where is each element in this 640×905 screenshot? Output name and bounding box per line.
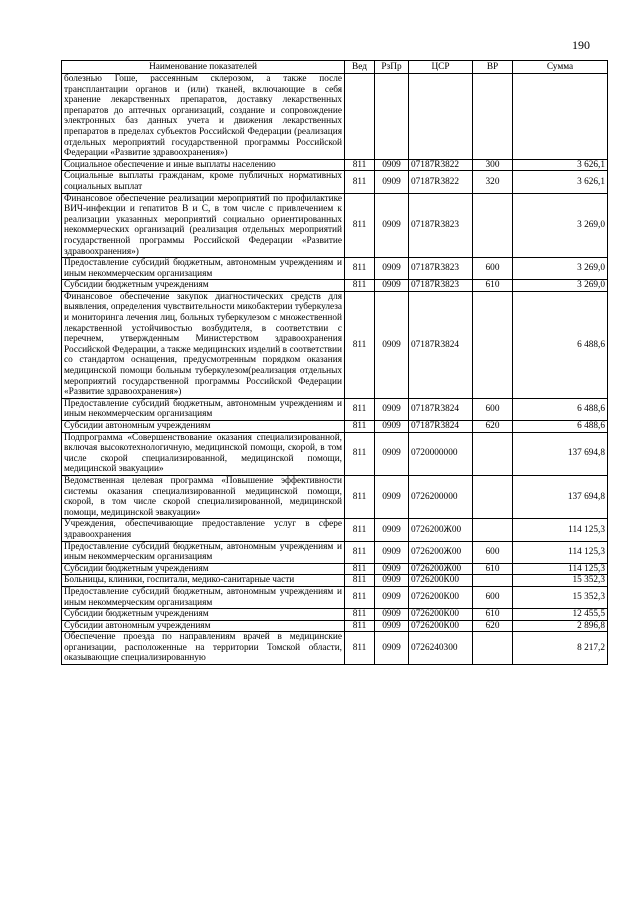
row-vr: 610 bbox=[473, 280, 513, 292]
row-sum: 3 269,0 bbox=[513, 258, 608, 280]
budget-table bbox=[61, 60, 608, 665]
row-sum: 12 455,5 bbox=[513, 609, 608, 621]
table-row bbox=[62, 632, 608, 665]
row-rzpr bbox=[375, 74, 409, 160]
row-name: Подпрограмма «Совершенствование оказания специализированной, включая высокотехнологичную, медицинской помощи, скорой, в том числе скорой специализированной, медицинской помощи, медицинской эвакуации» bbox=[62, 432, 345, 475]
row-name: Субсидии автономным учреждениям bbox=[62, 620, 345, 632]
row-rzpr: 0909 bbox=[375, 280, 409, 292]
table-row bbox=[62, 519, 608, 541]
row-vr: 300 bbox=[473, 159, 513, 171]
row-sum: 137 694,8 bbox=[513, 432, 608, 475]
row-ved: 811 bbox=[345, 398, 375, 420]
row-sum: 3 626,1 bbox=[513, 171, 608, 193]
row-rzpr: 0909 bbox=[375, 586, 409, 608]
row-vr bbox=[473, 74, 513, 160]
row-name: Предоставление субсидий бюджетным, автономным учреждениям и иным некоммерческим организациям bbox=[62, 258, 345, 280]
row-vr: 320 bbox=[473, 171, 513, 193]
row-ved: 811 bbox=[345, 291, 375, 398]
table-row bbox=[62, 280, 608, 292]
row-rzpr: 0909 bbox=[375, 171, 409, 193]
row-name: Предоставление субсидий бюджетным, автономным учреждениям и иным некоммерческим организациям bbox=[62, 398, 345, 420]
row-csr: 07187R3823 bbox=[409, 280, 473, 292]
row-name: Финансовое обеспечение закупок диагностических средств для выявления, определения чувствительности микобактерии туберкулеза и мониторинга лечения лиц, больных туберкулезом с множественной лекарственной устойчивостью возбудителя, в соответствии с перечнем, утвержденным Министерством здравоохранения Российской Федерации, а также медицинских изделий в соответствии со стандартом оснащения, предусмотренным порядком оказания медицинской помощи больным туберкулезом(реализация отдельных мероприятий государственной программы Российской Федерации «Развитие здравоохранения») bbox=[62, 291, 345, 398]
row-csr: 07187R3823 bbox=[409, 193, 473, 258]
row-sum: 3 269,0 bbox=[513, 193, 608, 258]
row-name: Предоставление субсидий бюджетным, автономным учреждениям и иным некоммерческим организациям bbox=[62, 586, 345, 608]
table-row bbox=[62, 193, 608, 258]
row-rzpr: 0909 bbox=[375, 159, 409, 171]
row-ved: 811 bbox=[345, 159, 375, 171]
row-sum: 114 125,3 bbox=[513, 519, 608, 541]
row-ved: 811 bbox=[345, 609, 375, 621]
row-csr: 0726200Ж00 bbox=[409, 563, 473, 575]
row-sum: 3 269,0 bbox=[513, 280, 608, 292]
row-rzpr: 0909 bbox=[375, 620, 409, 632]
row-name: Обеспечение проезда по направлениям врачей в медицинские организации, расположенные на территории Томской области, оказывающие специализированную bbox=[62, 632, 345, 665]
row-name: Социальные выплаты гражданам, кроме публичных нормативных социальных выплат bbox=[62, 171, 345, 193]
row-vr bbox=[473, 519, 513, 541]
row-ved: 811 bbox=[345, 632, 375, 665]
row-rzpr: 0909 bbox=[375, 398, 409, 420]
row-rzpr: 0909 bbox=[375, 563, 409, 575]
table-row bbox=[62, 421, 608, 433]
row-csr: 0726200Ж00 bbox=[409, 519, 473, 541]
table-row bbox=[62, 620, 608, 632]
row-rzpr: 0909 bbox=[375, 541, 409, 563]
header-csr: ЦСР bbox=[409, 61, 473, 74]
row-csr: 07187R3824 bbox=[409, 398, 473, 420]
row-name: Субсидии бюджетным учреждениям bbox=[62, 280, 345, 292]
row-ved: 811 bbox=[345, 475, 375, 518]
table-row bbox=[62, 258, 608, 280]
table-row bbox=[62, 171, 608, 193]
row-vr: 610 bbox=[473, 609, 513, 621]
row-vr: 610 bbox=[473, 563, 513, 575]
row-ved: 811 bbox=[345, 280, 375, 292]
row-ved bbox=[345, 74, 375, 160]
row-name: болезнью Гоше, рассеянным склерозом, а также после трансплантации органов и (или) тканей, включающие в себя хранение лекарственных препаратов, доставку лекарственных препаратов до аптечных организаций, создание и сопровождение электронных баз данных учета и движения лекарственных препаратов в пределах субъектов Российской Федерации (реализация отдельных мероприятий государственной программы Российской Федерации «Развитие здравоохранения») bbox=[62, 74, 345, 160]
row-sum: 6 488,6 bbox=[513, 398, 608, 420]
row-ved: 811 bbox=[345, 193, 375, 258]
row-vr bbox=[473, 575, 513, 587]
row-csr: 0726200Ж00 bbox=[409, 541, 473, 563]
row-rzpr: 0909 bbox=[375, 609, 409, 621]
row-ved: 811 bbox=[345, 541, 375, 563]
table-row bbox=[62, 575, 608, 587]
row-csr: 0726200К00 bbox=[409, 586, 473, 608]
table-row bbox=[62, 541, 608, 563]
row-sum: 8 217,2 bbox=[513, 632, 608, 665]
row-rzpr: 0909 bbox=[375, 258, 409, 280]
table-row bbox=[62, 74, 608, 160]
row-sum: 114 125,3 bbox=[513, 563, 608, 575]
row-csr: 07187R3824 bbox=[409, 291, 473, 398]
table-header-row bbox=[62, 61, 608, 74]
table-row bbox=[62, 475, 608, 518]
row-name: Финансовое обеспечение реализации мероприятий по профилактике ВИЧ-инфекции и гепатитов В и С, в том числе с привлечением к реализации указанных мероприятий социально ориентированных некоммерческих организаций (реализация отдельных мероприятий государственной программы Российской Федерации «Развитие здравоохранения») bbox=[62, 193, 345, 258]
row-csr: 0720000000 bbox=[409, 432, 473, 475]
row-rzpr: 0909 bbox=[375, 519, 409, 541]
row-rzpr: 0909 bbox=[375, 432, 409, 475]
row-vr bbox=[473, 475, 513, 518]
row-rzpr: 0909 bbox=[375, 575, 409, 587]
row-vr: 620 bbox=[473, 620, 513, 632]
row-ved: 811 bbox=[345, 586, 375, 608]
row-csr: 0726200К00 bbox=[409, 575, 473, 587]
row-sum: 6 488,6 bbox=[513, 291, 608, 398]
row-sum bbox=[513, 74, 608, 160]
row-vr: 600 bbox=[473, 586, 513, 608]
row-rzpr: 0909 bbox=[375, 475, 409, 518]
row-vr: 600 bbox=[473, 398, 513, 420]
row-ved: 811 bbox=[345, 519, 375, 541]
row-ved: 811 bbox=[345, 620, 375, 632]
row-ved: 811 bbox=[345, 563, 375, 575]
row-vr: 600 bbox=[473, 541, 513, 563]
row-csr: 0726240300 bbox=[409, 632, 473, 665]
row-csr: 0726200К00 bbox=[409, 609, 473, 621]
header-sum: Сумма bbox=[513, 61, 608, 74]
row-sum: 15 352,3 bbox=[513, 586, 608, 608]
row-csr: 07187R3822 bbox=[409, 171, 473, 193]
table-row bbox=[62, 432, 608, 475]
table-row bbox=[62, 159, 608, 171]
row-name: Субсидии бюджетным учреждениям bbox=[62, 609, 345, 621]
row-sum: 114 125,3 bbox=[513, 541, 608, 563]
row-rzpr: 0909 bbox=[375, 421, 409, 433]
row-sum: 137 694,8 bbox=[513, 475, 608, 518]
row-ved: 811 bbox=[345, 171, 375, 193]
row-name: Социальное обеспечение и иные выплаты населению bbox=[62, 159, 345, 171]
table-row bbox=[62, 609, 608, 621]
page-number: 190 bbox=[572, 38, 590, 52]
row-ved: 811 bbox=[345, 575, 375, 587]
table-row bbox=[62, 291, 608, 398]
header-name: Наименование показателей bbox=[62, 61, 345, 74]
row-name: Субсидии автономным учреждениям bbox=[62, 421, 345, 433]
table-row bbox=[62, 398, 608, 420]
row-ved: 811 bbox=[345, 421, 375, 433]
row-name: Ведомственная целевая программа «Повышение эффективности системы оказания специализированной медицинской помощи, скорой, в том числе скорой специализированной, медицинской помощи, медицинской эвакуации» bbox=[62, 475, 345, 518]
row-name: Субсидии бюджетным учреждениям bbox=[62, 563, 345, 575]
row-vr: 600 bbox=[473, 258, 513, 280]
table-row bbox=[62, 563, 608, 575]
row-vr bbox=[473, 632, 513, 665]
row-csr: 0726200000 bbox=[409, 475, 473, 518]
row-vr bbox=[473, 193, 513, 258]
row-csr: 07187R3823 bbox=[409, 258, 473, 280]
row-ved: 811 bbox=[345, 258, 375, 280]
row-sum: 6 488,6 bbox=[513, 421, 608, 433]
row-csr bbox=[409, 74, 473, 160]
row-vr bbox=[473, 291, 513, 398]
row-sum: 15 352,3 bbox=[513, 575, 608, 587]
row-rzpr: 0909 bbox=[375, 632, 409, 665]
row-csr: 07187R3824 bbox=[409, 421, 473, 433]
row-sum: 3 626,1 bbox=[513, 159, 608, 171]
table-row bbox=[62, 586, 608, 608]
row-rzpr: 0909 bbox=[375, 291, 409, 398]
row-csr: 0726200К00 bbox=[409, 620, 473, 632]
header-ved: Вед bbox=[345, 61, 375, 74]
row-ved: 811 bbox=[345, 432, 375, 475]
row-csr: 07187R3822 bbox=[409, 159, 473, 171]
row-rzpr: 0909 bbox=[375, 193, 409, 258]
header-vr: ВР bbox=[473, 61, 513, 74]
row-name: Учреждения, обеспечивающие предоставление услуг в сфере здравоохранения bbox=[62, 519, 345, 541]
row-sum: 2 896,8 bbox=[513, 620, 608, 632]
row-name: Больницы, клиники, госпитали, медико-санитарные части bbox=[62, 575, 345, 587]
row-vr bbox=[473, 432, 513, 475]
header-rzpr: РзПр bbox=[375, 61, 409, 74]
row-vr: 620 bbox=[473, 421, 513, 433]
row-name: Предоставление субсидий бюджетным, автономным учреждениям и иным некоммерческим организациям bbox=[62, 541, 345, 563]
